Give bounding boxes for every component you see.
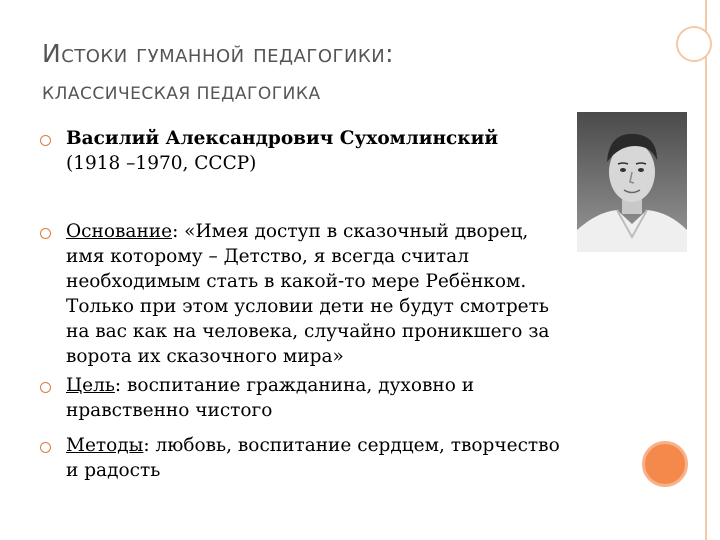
circle-bullet-icon [40,135,51,146]
decorative-circle-top [676,26,712,62]
portrait-photo [577,112,687,252]
title-line-2: КЛАССИЧЕСКАЯ ПЕДАГОГИКА [42,84,321,104]
bullet-list [40,126,570,483]
circle-bullet-icon [40,382,51,393]
bullet-goal [40,373,570,423]
goal-label: Цель [66,375,115,396]
title-line-1: Истоки гуманной педагогики: [42,39,395,68]
decorative-circle-bottom [642,441,688,487]
portrait-illustration [577,112,687,252]
methods-text: : любовь, воспитание сердцем, творчество и радость [66,435,560,481]
methods-label: Методы [66,435,144,456]
circle-bullet-icon [40,228,51,239]
person-dates: (1918 –1970, СССР) [66,153,257,174]
bullet-person [40,126,570,176]
bullet-foundation [40,219,570,369]
foundation-text: : «Имея доступ в сказочный дворец, имя которому – Детство, я всегда считал необходимым стать в какой-то мере Ребёнком. Только при этом условии дети не будут смотреть на вас как на человека, случайно проникшего за ворота их сказочного мира» [66,221,550,367]
decorative-vertical-line [705,0,707,540]
goal-text: : воспитание гражданина, духовно и нравственно чистого [66,375,475,421]
slide-title [42,38,602,106]
person-name: Василий Александрович Сухомлинский [66,128,499,149]
bullet-methods [40,433,570,483]
circle-bullet-icon [40,442,51,453]
foundation-label: Основание [66,221,173,242]
